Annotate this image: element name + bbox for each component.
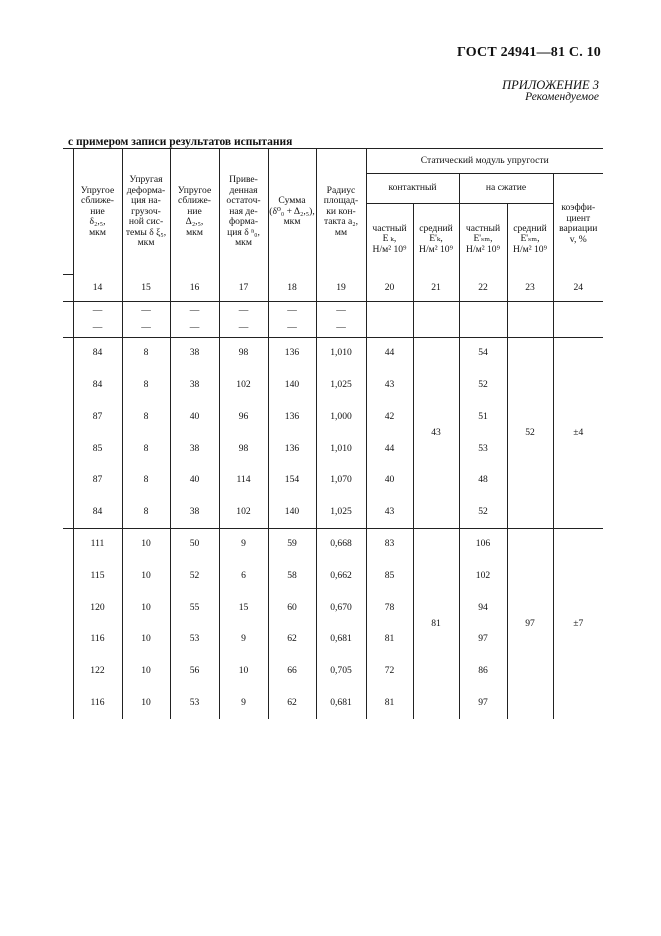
- header-line: сближе-: [81, 195, 114, 206]
- results-table: [63, 148, 603, 719]
- row-margin: [63, 528, 73, 560]
- header-line: Н/м² 10⁹: [513, 243, 547, 255]
- table-cell: 0,681: [316, 687, 366, 719]
- table-cell: 1,025: [316, 369, 366, 401]
- partial-compress-cell: 86: [459, 655, 507, 687]
- table-cell: 10: [122, 592, 170, 624]
- appendix-label: ПРИЛОЖЕНИЕ 3: [502, 78, 599, 92]
- variation-cell: ±7: [553, 528, 603, 719]
- column-number: 19: [316, 275, 366, 302]
- partial-contact-cell: 43: [366, 369, 413, 401]
- table-cell: 140: [268, 369, 316, 401]
- table-cell: 10: [122, 687, 170, 719]
- recommended-label: Рекомендуемое: [525, 91, 599, 103]
- col-header-variation: [553, 174, 603, 275]
- empty-cell: [366, 320, 413, 338]
- table-cell: 114: [219, 465, 268, 497]
- table-cell: 38: [170, 338, 219, 370]
- header-line: E ₖ,: [382, 233, 397, 244]
- table-cell: 98: [219, 433, 268, 465]
- header-line: Сумма: [278, 195, 306, 206]
- empty-cell: [553, 320, 603, 338]
- table-cell: 60: [268, 592, 316, 624]
- table-cell: 8: [122, 401, 170, 433]
- variation-cell: ±4: [553, 338, 603, 529]
- table-cell: 154: [268, 465, 316, 497]
- table-cell: 40: [170, 401, 219, 433]
- header-line: темы δ ξ₅,: [125, 226, 167, 238]
- table-cell: 56: [170, 655, 219, 687]
- table-cell: 10: [219, 655, 268, 687]
- row-margin: [63, 302, 73, 320]
- header-line: Н/м² 10⁹: [466, 243, 500, 255]
- partial-contact-cell: 44: [366, 338, 413, 370]
- col-header-sum: [268, 149, 316, 275]
- header-line: E'ₛₘ,: [520, 233, 540, 244]
- row-margin: [63, 560, 73, 592]
- partial-contact-cell: 43: [366, 496, 413, 528]
- table-cell: 53: [170, 687, 219, 719]
- table-cell: 84: [73, 369, 122, 401]
- table-cell: 84: [73, 338, 122, 370]
- mean-contact-cell: 43: [413, 338, 459, 529]
- table-cell: 111: [73, 528, 122, 560]
- header-line: средний: [513, 222, 547, 234]
- partial-contact-cell: 44: [366, 433, 413, 465]
- table-cell: 8: [122, 465, 170, 497]
- table-row: [63, 528, 603, 560]
- column-number: 18: [268, 275, 316, 302]
- table-cell: 15: [219, 592, 268, 624]
- empty-cell: [413, 302, 459, 320]
- col-header-mean-contact: [413, 204, 459, 275]
- header-line: Упругое: [177, 184, 212, 196]
- row-margin: [63, 275, 73, 302]
- empty-cell: [507, 320, 553, 338]
- dash-cell: —: [73, 302, 122, 320]
- column-number: 14: [73, 275, 122, 302]
- table-cell: 55: [170, 592, 219, 624]
- table-cell: 0,705: [316, 655, 366, 687]
- table-cell: 58: [268, 560, 316, 592]
- column-number: 22: [459, 275, 507, 302]
- partial-compress-cell: 54: [459, 338, 507, 370]
- col-header-partial-contact: [366, 204, 413, 275]
- column-number: 21: [413, 275, 459, 302]
- col-header-compression: на сжатие: [459, 174, 553, 204]
- header-line: Н/м² 10⁹: [419, 243, 453, 255]
- table-cell: 115: [73, 560, 122, 592]
- dash-cell: —: [268, 320, 316, 338]
- header-line: мкм: [89, 226, 106, 238]
- table-cell: 0,662: [316, 560, 366, 592]
- table-cell: 96: [219, 401, 268, 433]
- header-line: δ₂,₅,: [89, 216, 106, 227]
- header-line: мм: [334, 226, 348, 238]
- partial-contact-cell: 81: [366, 687, 413, 719]
- column-number: 15: [122, 275, 170, 302]
- dash-cell: —: [316, 320, 366, 338]
- header-line: мкм: [235, 237, 252, 248]
- table-cell: 1,025: [316, 496, 366, 528]
- table-cell: 87: [73, 465, 122, 497]
- table-cell: 136: [268, 433, 316, 465]
- table-cell: 1,010: [316, 338, 366, 370]
- page-header: ГОСТ 24941—81 С. 10: [457, 45, 601, 60]
- col-header-contact-radius: [316, 149, 366, 275]
- table-cell: 136: [268, 338, 316, 370]
- table-cell: 98: [219, 338, 268, 370]
- table-cell: 40: [170, 465, 219, 497]
- header-line: денная: [229, 184, 258, 196]
- row-margin: [63, 320, 73, 338]
- header-line: ние: [90, 205, 105, 217]
- table-cell: 9: [219, 687, 268, 719]
- empty-cell: [459, 302, 507, 320]
- table-cell: 62: [268, 687, 316, 719]
- header-line: E'ₖ,: [429, 233, 443, 244]
- table-caption: с примером записи результатов испытания: [68, 136, 293, 148]
- column-number: 17: [219, 275, 268, 302]
- table-row: [63, 338, 603, 370]
- table-cell: 10: [122, 528, 170, 560]
- partial-compress-cell: 48: [459, 465, 507, 497]
- partial-compress-cell: 97: [459, 687, 507, 719]
- header-line: площад-: [323, 195, 359, 206]
- table-cell: 10: [122, 655, 170, 687]
- table-cell: 1,070: [316, 465, 366, 497]
- mean-compress-cell: 52: [507, 338, 553, 529]
- header-line: ние: [187, 205, 202, 217]
- col-header-elastic-approach-delta: [73, 149, 122, 275]
- dash-cell: —: [219, 302, 268, 320]
- table-cell: 116: [73, 624, 122, 656]
- table-cell: 8: [122, 338, 170, 370]
- header-line: грузоч-: [131, 205, 161, 217]
- partial-compress-cell: 53: [459, 433, 507, 465]
- partial-contact-cell: 42: [366, 401, 413, 433]
- table-cell: 87: [73, 401, 122, 433]
- row-margin: [63, 401, 73, 433]
- header-line: частный: [465, 222, 501, 234]
- dash-cell: —: [122, 302, 170, 320]
- partial-compress-cell: 102: [459, 560, 507, 592]
- header-line: ная де-: [229, 205, 258, 217]
- header-line: Δ₂,₅,: [185, 216, 204, 227]
- dash-cell: —: [170, 320, 219, 338]
- table-cell: 62: [268, 624, 316, 656]
- row-margin: [63, 687, 73, 719]
- dash-cell: —: [170, 302, 219, 320]
- header-line: мкм: [283, 216, 301, 227]
- empty-cell: [366, 302, 413, 320]
- header-line: вариации: [559, 223, 598, 235]
- table-cell: 0,681: [316, 624, 366, 656]
- table-cell: 9: [219, 624, 268, 656]
- col-header-static-modulus: Статический модуль упругости: [366, 149, 603, 174]
- partial-contact-cell: 85: [366, 560, 413, 592]
- header-line: Упругое: [80, 184, 115, 196]
- header-line: мкм: [137, 237, 155, 248]
- header-line: форма-: [228, 216, 259, 227]
- partial-compress-cell: 51: [459, 401, 507, 433]
- col-header-load-system-deformation: [122, 149, 170, 275]
- header-line: ной сис-: [128, 216, 164, 227]
- col-header-partial-compress: [459, 204, 507, 275]
- table-cell: 102: [219, 369, 268, 401]
- header-line: Упругая: [129, 174, 163, 185]
- partial-contact-cell: 81: [366, 624, 413, 656]
- mean-compress-cell: 97: [507, 528, 553, 719]
- table-cell: 38: [170, 433, 219, 465]
- header-line: такта a₂,: [323, 216, 359, 227]
- header-line: ция на-: [131, 195, 161, 206]
- header-line: E'ₛₘ,: [473, 233, 493, 244]
- row-margin: [63, 369, 73, 401]
- header-line: деформа-: [126, 184, 166, 196]
- table-cell: 8: [122, 433, 170, 465]
- header-line: Радиус: [326, 184, 356, 196]
- table-cell: 84: [73, 496, 122, 528]
- col-header-mean-compress: [507, 204, 553, 275]
- partial-compress-cell: 94: [459, 592, 507, 624]
- empty-cell: [553, 302, 603, 320]
- table-cell: 120: [73, 592, 122, 624]
- header-line: (δ⁰₀ + Δ₂,₅),: [269, 205, 315, 217]
- table-cell: 8: [122, 369, 170, 401]
- header-line: ки кон-: [326, 205, 356, 217]
- row-margin: [63, 592, 73, 624]
- header-line: частный: [372, 222, 407, 234]
- table-cell: 122: [73, 655, 122, 687]
- header-line: Н/м² 10⁹: [372, 243, 407, 255]
- dash-cell: —: [122, 320, 170, 338]
- table-cell: 85: [73, 433, 122, 465]
- partial-contact-cell: 72: [366, 655, 413, 687]
- table-cell: 6: [219, 560, 268, 592]
- header-line: мкм: [186, 226, 203, 238]
- header-line: коэффи-: [561, 202, 596, 214]
- row-margin: [63, 624, 73, 656]
- empty-cell: [507, 302, 553, 320]
- header-line: циент: [566, 212, 591, 224]
- col-header-contact: контактный: [366, 174, 459, 204]
- column-number: 23: [507, 275, 553, 302]
- table-cell: 50: [170, 528, 219, 560]
- table-cell: 10: [122, 560, 170, 592]
- col-header-elastic-approach-Delta: [170, 149, 219, 275]
- col-header-residual-deformation: [219, 149, 268, 275]
- dash-cell: —: [219, 320, 268, 338]
- partial-contact-cell: 78: [366, 592, 413, 624]
- partial-compress-cell: 52: [459, 496, 507, 528]
- header-line: остаточ-: [226, 195, 261, 206]
- header-line: средний: [419, 222, 453, 234]
- table-cell: 1,010: [316, 433, 366, 465]
- empty-cell: [413, 320, 459, 338]
- table-cell: 1,000: [316, 401, 366, 433]
- table-cell: 0,668: [316, 528, 366, 560]
- column-number: 20: [366, 275, 413, 302]
- partial-compress-cell: 97: [459, 624, 507, 656]
- table-cell: 66: [268, 655, 316, 687]
- table-cell: 59: [268, 528, 316, 560]
- table-cell: 102: [219, 496, 268, 528]
- column-number: 24: [553, 275, 603, 302]
- table-cell: 9: [219, 528, 268, 560]
- row-margin: [63, 433, 73, 465]
- table-cell: 53: [170, 624, 219, 656]
- partial-compress-cell: 106: [459, 528, 507, 560]
- table-cell: 38: [170, 369, 219, 401]
- partial-compress-cell: 52: [459, 369, 507, 401]
- dash-cell: —: [268, 302, 316, 320]
- header-line: v, %: [569, 233, 587, 245]
- partial-contact-cell: 83: [366, 528, 413, 560]
- row-margin: [63, 655, 73, 687]
- row-margin: [63, 338, 73, 370]
- dash-cell: —: [73, 320, 122, 338]
- empty-cell: [459, 320, 507, 338]
- header-line: ция δ ⁿ₀,: [227, 226, 260, 238]
- table-cell: 116: [73, 687, 122, 719]
- row-margin: [63, 465, 73, 497]
- row-margin: [63, 496, 73, 528]
- table-cell: 140: [268, 496, 316, 528]
- table-cell: 52: [170, 560, 219, 592]
- header-line: сближе-: [178, 195, 211, 206]
- partial-contact-cell: 40: [366, 465, 413, 497]
- mean-contact-cell: 81: [413, 528, 459, 719]
- dash-cell: —: [316, 302, 366, 320]
- table-cell: 136: [268, 401, 316, 433]
- table-cell: 10: [122, 624, 170, 656]
- column-number: 16: [170, 275, 219, 302]
- table-cell: 38: [170, 496, 219, 528]
- table-cell: 0,670: [316, 592, 366, 624]
- header-line: Приве-: [229, 174, 258, 185]
- table-cell: 8: [122, 496, 170, 528]
